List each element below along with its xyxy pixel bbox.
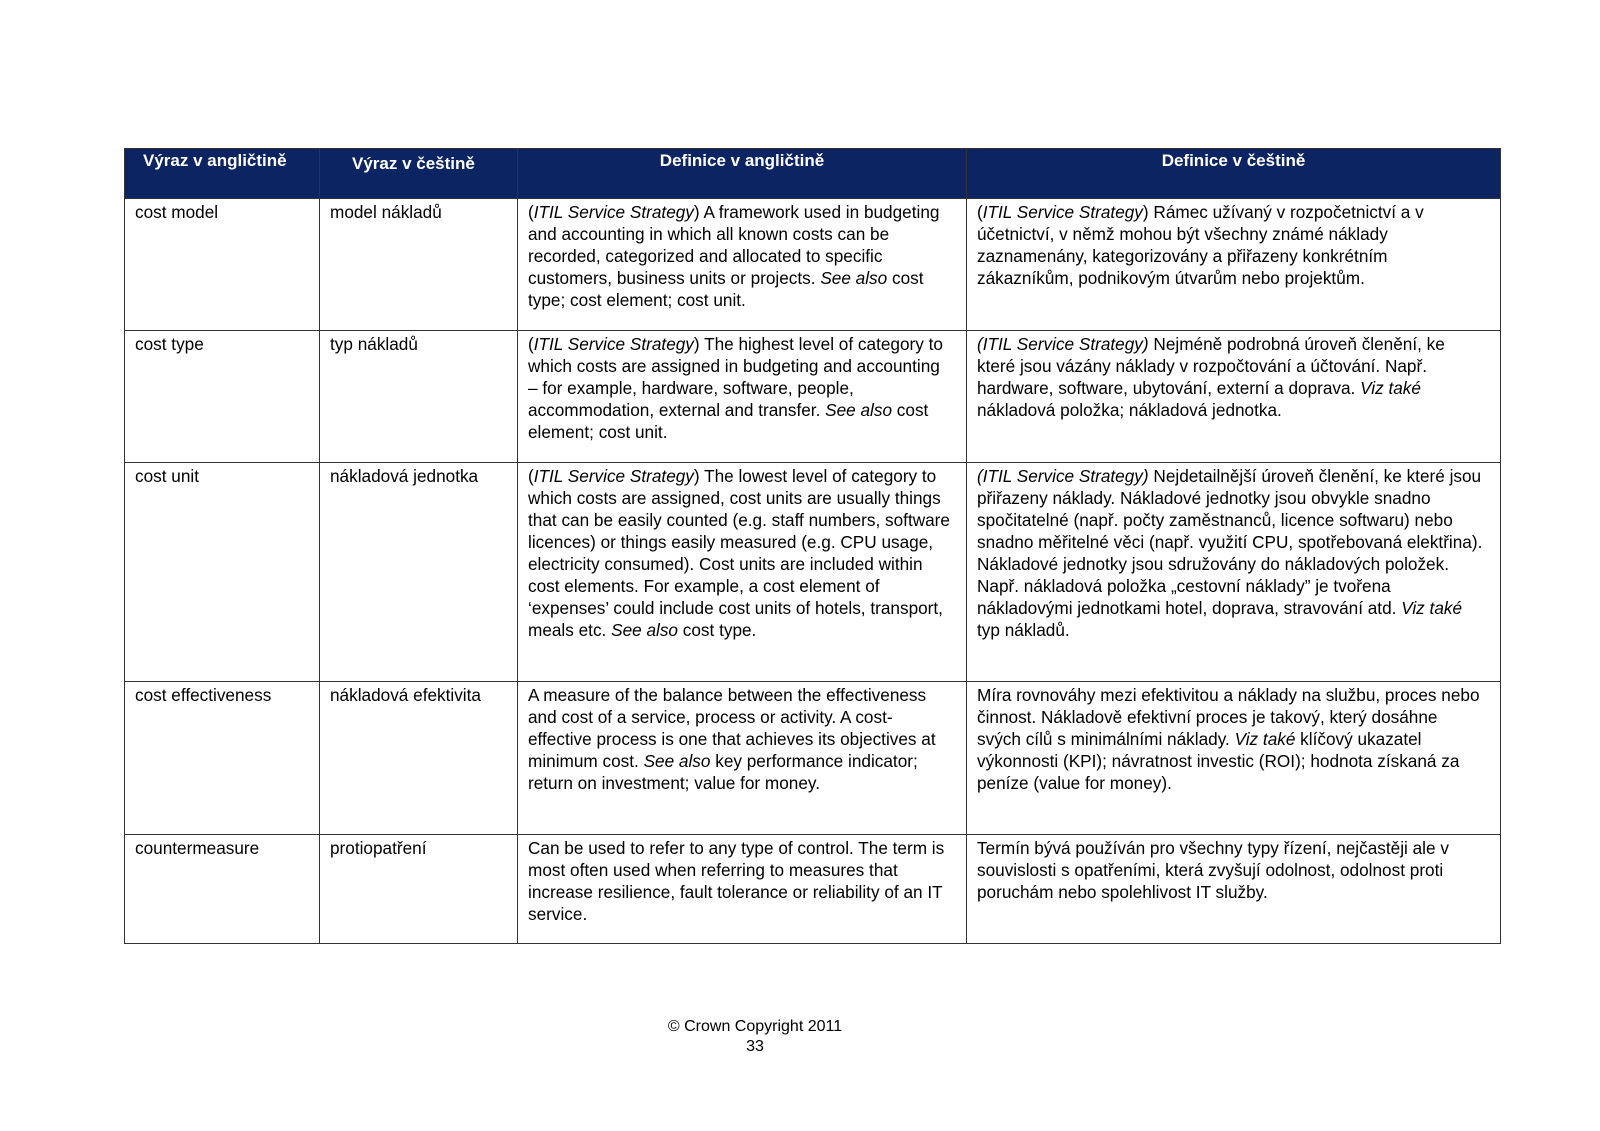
table-body	[125, 199, 1501, 944]
page-number: 33	[746, 1038, 764, 1055]
definition-czech	[967, 463, 1501, 682]
definition-text: (	[528, 202, 534, 222]
definition-italic-text: See also	[643, 751, 711, 771]
definition-czech	[967, 199, 1501, 331]
term-english: cost model	[125, 199, 320, 331]
definition-text: ) A framework used in budgeting and accounting in which all known costs can be recorded, categorized and allocated to specific customers, business units or projects.	[528, 202, 940, 288]
term-english: cost type	[125, 331, 320, 463]
definition-italic-text: See also	[825, 400, 893, 420]
definition-italic-text: ITIL Service Strategy	[533, 334, 694, 354]
definition-text: klíčový ukazatel výkonnosti (KPI); návratnost investic (ROI); hodnota získaná za peníze (value for money).	[977, 729, 1460, 793]
definition-text: nákladová položka; nákladová jednotka.	[977, 400, 1282, 420]
header-term-en: Výraz v angličtině	[125, 149, 320, 199]
definition-italic-text: ITIL Service Strategy	[533, 466, 694, 486]
definition-czech	[967, 331, 1501, 463]
definition-english	[518, 835, 967, 944]
definition-text: Nejméně podrobná úroveň členění, ke které jsou vázány náklady v rozpočtování a účtování. Např. hardware, software, ubytování, externí a doprava.	[977, 334, 1445, 398]
copyright-notice: © Crown Copyright 2011	[667, 1018, 843, 1035]
header-term-cs: Výraz v češtině	[320, 149, 518, 199]
definition-text: ) The lowest level of category to which costs are assigned, cost units are usually things that can be easily counted (e.g. staff numbers, software licences) or things easily measured (e.g. CPU usage, electricity consumed). Cost units are included within cost elements. For example, a cost element of ‘expenses’ could include cost units of hotels, transport, meals etc.	[528, 466, 950, 640]
definition-text: cost element; cost unit.	[528, 400, 929, 442]
term-english: cost effectiveness	[125, 682, 320, 835]
definition-text: (	[528, 466, 534, 486]
definition-english	[518, 682, 967, 835]
definition-italic-text: Viz také	[1360, 378, 1421, 398]
term-czech: nákladová efektivita	[320, 682, 518, 835]
definition-italic-text: (ITIL Service Strategy)	[977, 334, 1149, 354]
definition-italic-text: See also	[611, 620, 678, 640]
definition-italic-text: Viz také	[1234, 729, 1296, 749]
page-footer	[0, 1017, 1510, 1057]
header-definition-cs: Definice v češtině	[967, 149, 1501, 199]
definition-english	[518, 199, 967, 331]
definition-text: Nejdetailnější úroveň členění, ke které jsou přiřazeny náklady. Nákladové jednotky jsou obvykle snadno spočitatelné (např. počty zaměstnanců, licence softwaru) nebo snadno měřitelné věci (např. využití CPU, spotřebovaná elektřina). Nákladové jednotky jsou sdružovány do nákladových položek. Např. nákladová položka „cestovní náklady” je tvořena nákladovými jednotkami hotel, doprava, stravování atd.	[977, 466, 1483, 618]
definition-text: Termín bývá používán pro všechny typy řízení, nejčastěji ale v souvislosti s opatřeními, která zvyšují odolnost, odolnost proti poruchám nebo spolehlivost IT služby.	[977, 838, 1449, 902]
table-row	[125, 835, 1501, 944]
definition-english	[518, 331, 967, 463]
table-header	[125, 149, 1501, 199]
definition-text: typ nákladů.	[977, 620, 1070, 640]
definition-text: (	[977, 202, 983, 222]
term-english: countermeasure	[125, 835, 320, 944]
definition-czech	[967, 682, 1501, 835]
term-english: cost unit	[125, 463, 320, 682]
definition-italic-text: ITIL Service Strategy	[533, 202, 694, 222]
header-row	[125, 149, 1501, 199]
definition-english	[518, 463, 967, 682]
term-czech: nákladová jednotka	[320, 463, 518, 682]
table-row	[125, 682, 1501, 835]
glossary-table	[124, 148, 1501, 944]
term-czech: protiopatření	[320, 835, 518, 944]
definition-text: key performance indicator; return on investment; value for money.	[528, 751, 918, 793]
table-row	[125, 331, 1501, 463]
definition-text: cost type.	[678, 620, 757, 640]
header-definition-en: Definice v angličtině	[518, 149, 967, 199]
definition-text: (	[528, 334, 534, 354]
definition-italic-text: Viz také	[1401, 598, 1463, 618]
definition-italic-text: See also	[820, 268, 888, 288]
term-czech: typ nákladů	[320, 331, 518, 463]
definition-text: Míra rovnováhy mezi efektivitou a náklady na službu, proces nebo činnost. Nákladově efektivní proces je takový, který dosáhne svých cílů s minimálními náklady.	[977, 685, 1480, 749]
definition-text: ) Rámec užívaný v rozpočetnictví a v účetnictví, v němž mohou být všechny známé náklady zaznamenány, kategorizovány a přiřazeny konkrétním zákazníkům, podnikovým útvarům nebo projektům.	[977, 202, 1424, 288]
table-row	[125, 199, 1501, 331]
table-row	[125, 463, 1501, 682]
definition-text: A measure of the balance between the effectiveness and cost of a service, process or activity. A cost-effective process is one that achieves its objectives at minimum cost.	[528, 685, 936, 771]
definition-text: ) The highest level of category to which costs are assigned in budgeting and accounting – for example, hardware, software, people, accommodation, external and transfer.	[528, 334, 943, 420]
definition-text: Can be used to refer to any type of control. The term is most often used when referring to measures that increase resilience, fault tolerance or reliability of an IT service.	[528, 838, 945, 924]
definition-italic-text: ITIL Service Strategy	[982, 202, 1143, 222]
definition-text: cost type; cost element; cost unit.	[528, 268, 924, 310]
definition-czech	[967, 835, 1501, 944]
term-czech: model nákladů	[320, 199, 518, 331]
definition-italic-text: (ITIL Service Strategy)	[977, 466, 1149, 486]
